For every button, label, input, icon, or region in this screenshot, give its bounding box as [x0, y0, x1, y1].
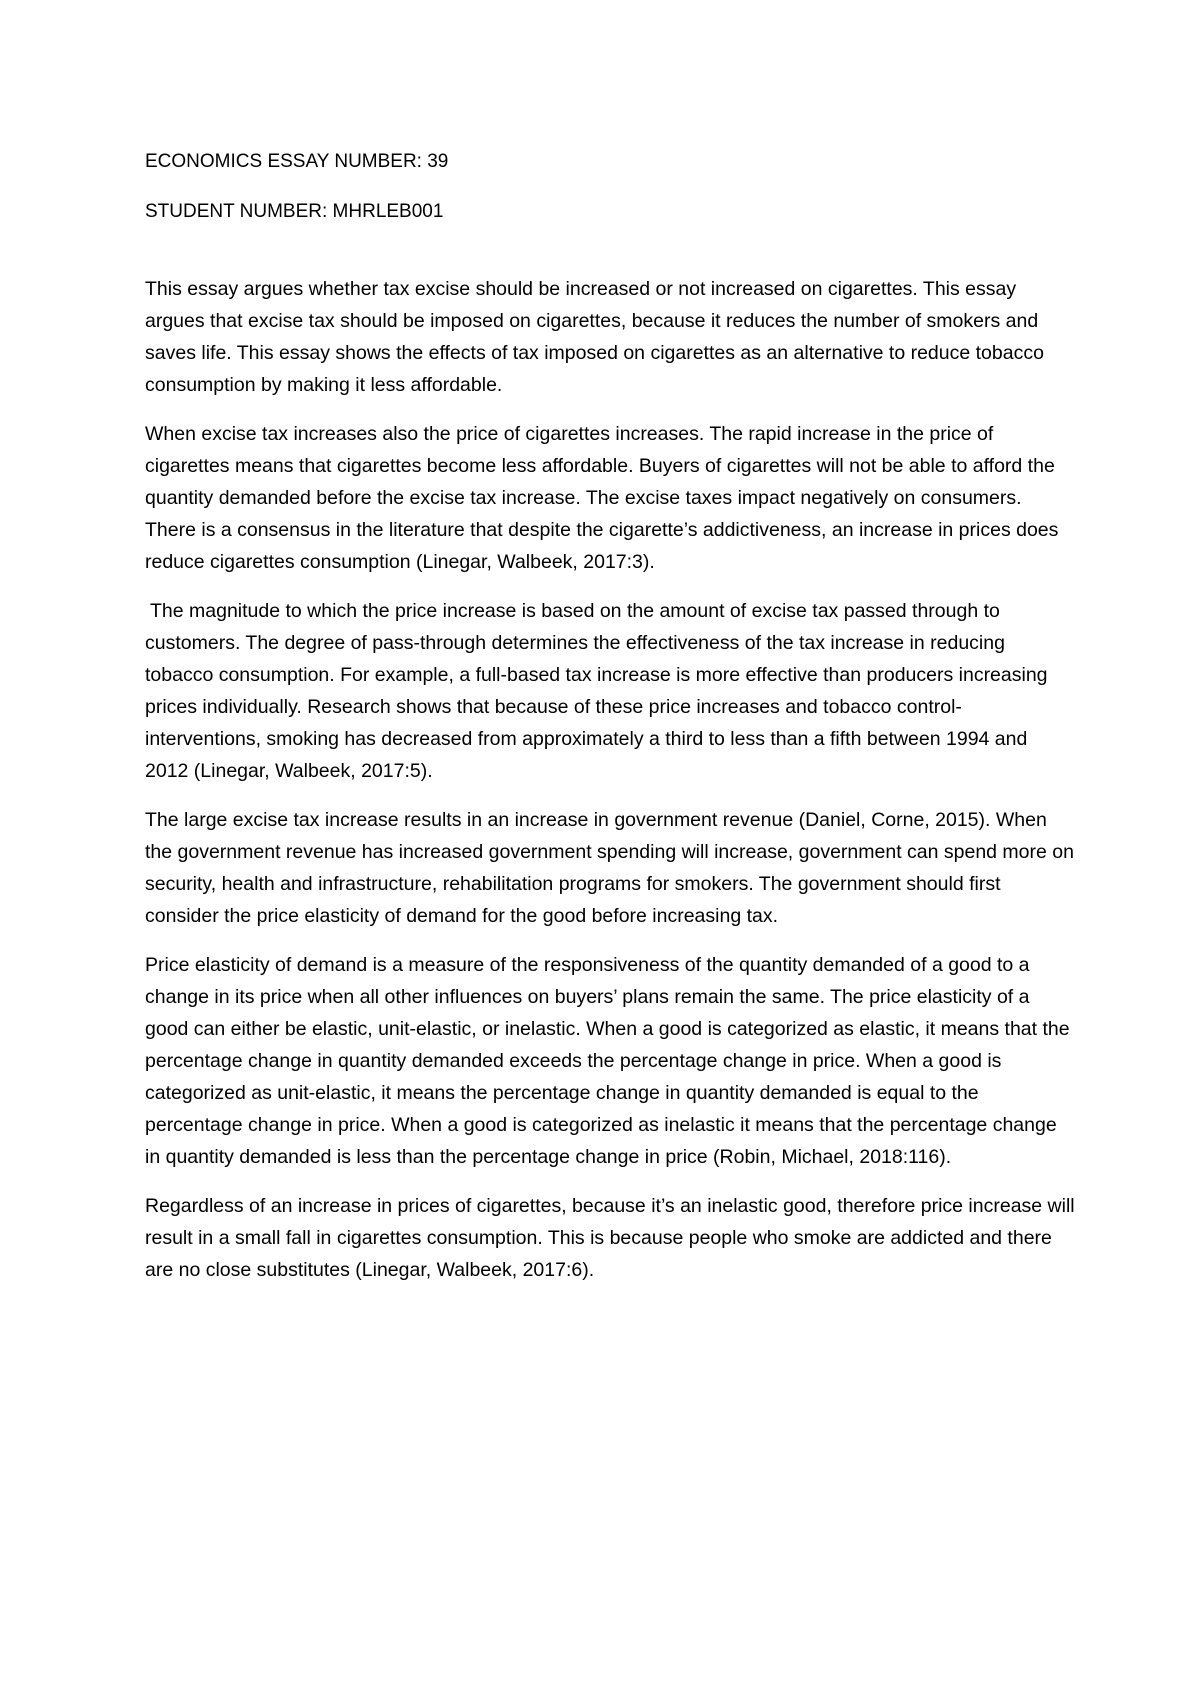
- paragraph-pass-through: The magnitude to which the price increase is based on the amount of excise tax passed through to customers. The degree of pass-through determines the effectiveness of the tax increase in reducing tobacco consumption. For example, a full-based tax increase is more effective than producers increasing prices individually. Research shows that because of these price increases and tobacco control- interventions, smoking has decreased from approximately a third to less than a fifth between 1994 and 2012 (Linegar, Walbeek, 2017:5).: [145, 600, 1048, 782]
- essay-body: [145, 273, 1075, 1286]
- paragraph-excise-price: When excise tax increases also the price of cigarettes increases. The rapid increase in the price of cigarettes means that cigarettes become less affordable. Buyers of cigarettes will not be able to afford the quantity demanded before the excise tax increase. The excise taxes impact negatively on consumers. There is a consensus in the literature that despite the cigarette’s addictiveness, an increase in prices does reduce cigarettes consumption (Linegar, Walbeek, 2017:3).: [145, 423, 1059, 573]
- essay-number-heading: ECONOMICS ESSAY NUMBER: 39: [145, 151, 449, 172]
- student-number-heading: STUDENT NUMBER: MHRLEB001: [145, 201, 444, 222]
- paragraph-intro: This essay argues whether tax excise should be increased or not increased on cigarettes. This essay argues that excise tax should be imposed on cigarettes, because it reduces the number of smokers and saves life. This essay shows the effects of tax imposed on cigarettes as an alternative to reduce tobacco consumption by making it less affordable.: [145, 278, 1044, 396]
- paragraph-inelastic-good: Regardless of an increase in prices of cigarettes, because it’s an inelastic good, therefore price increase will result in a small fall in cigarettes consumption. This is because people who smoke are addicted and there are no close substitutes (Linegar, Walbeek, 2017:6).: [145, 1195, 1075, 1281]
- document-header: [145, 148, 1075, 226]
- document-page: [145, 148, 1075, 1303]
- paragraph-government-revenue: The large excise tax increase results in an increase in government revenue (Daniel, Corne, 2015). When the government revenue has increased government spending will increase, government can spend more on security, health and infrastructure, rehabilitation programs for smokers. The government should first consider the price elasticity of demand for the good before increasing tax.: [145, 809, 1074, 927]
- paragraph-price-elasticity: Price elasticity of demand is a measure of the responsiveness of the quantity demanded of a good to a change in its price when all other influences on buyers’ plans remain the same. The price elasticity of a good can either be elastic, unit-elastic, or inelastic. When a good is categorized as elastic, it means that the percentage change in quantity demanded exceeds the percentage change in price. When a good is categorized as unit-elastic, it means the percentage change in quantity demanded is equal to the percentage change in price. When a good is categorized as inelastic it means that the percentage change in quantity demanded is less than the percentage change in price (Robin, Michael, 2018:116).: [145, 954, 1070, 1168]
